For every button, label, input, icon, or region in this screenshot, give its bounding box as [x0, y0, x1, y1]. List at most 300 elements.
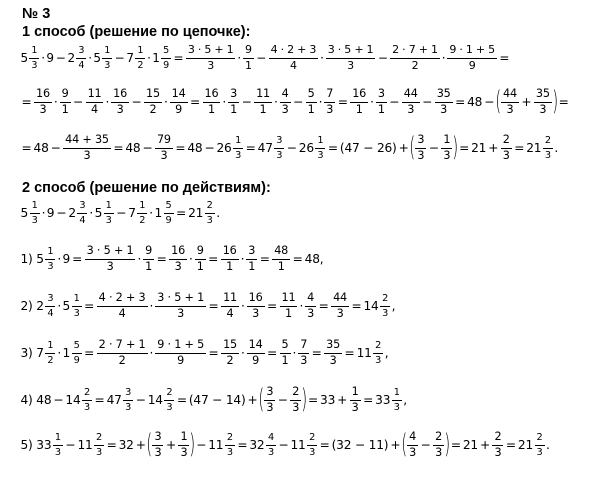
operator: +	[247, 393, 258, 407]
fraction	[97, 292, 148, 321]
operator: ·	[273, 95, 278, 109]
fraction	[225, 432, 235, 457]
operator: ·	[53, 95, 58, 109]
numerator: 3 · 5 + 1	[186, 44, 236, 59]
operator: ·	[41, 206, 46, 220]
parenthesis: )	[552, 85, 558, 117]
fraction	[280, 292, 298, 321]
parenthesis: (	[401, 428, 407, 460]
operator: ·	[149, 299, 154, 313]
step-2-line	[20, 284, 396, 328]
parenthesis: )	[189, 428, 196, 460]
fraction	[143, 245, 154, 274]
denominator: 3	[207, 58, 214, 72]
operator: −	[377, 51, 388, 65]
numerator: 5	[164, 200, 174, 213]
operator: =	[514, 141, 525, 155]
denominator: 9	[175, 102, 183, 116]
denominator: 1	[145, 259, 153, 273]
denominator: 3	[407, 102, 415, 116]
term: 1	[154, 206, 163, 220]
denominator: 3	[506, 102, 514, 116]
denominator: 3	[116, 102, 124, 116]
numerator: 2	[94, 432, 104, 445]
operator: −	[241, 95, 252, 109]
term: 7	[128, 206, 136, 220]
operator: =	[558, 95, 569, 109]
parenthesis: (	[146, 428, 153, 460]
operator: =	[292, 252, 303, 266]
parenthesis: )	[444, 428, 450, 460]
numerator: 3	[76, 45, 86, 58]
operator: +	[390, 438, 401, 452]
term: 14	[147, 393, 163, 407]
numerator: 2	[380, 293, 390, 306]
term: 14	[363, 299, 379, 313]
term: 2	[67, 51, 75, 65]
denominator: 3	[300, 353, 308, 367]
numerator: 1	[30, 200, 40, 213]
denominator: 3	[435, 445, 443, 459]
term: 5) 33	[20, 438, 52, 452]
fraction	[155, 134, 173, 163]
fraction	[407, 431, 418, 460]
fraction	[392, 387, 402, 412]
denominator: 3	[539, 102, 547, 116]
denominator: 9	[252, 353, 260, 367]
operator: −	[428, 141, 439, 155]
operator: =	[351, 299, 362, 313]
fraction	[221, 245, 239, 274]
fraction	[85, 245, 136, 274]
denominator: 3	[105, 214, 112, 226]
denominator: 3	[326, 102, 334, 116]
numerator: 5	[161, 45, 171, 58]
step-5-line	[20, 423, 550, 467]
fraction	[492, 431, 503, 460]
numerator: 4	[305, 292, 316, 307]
term: 11	[208, 438, 224, 452]
denominator: 3	[174, 259, 182, 273]
numerator: 9	[143, 245, 154, 260]
equation-line	[20, 36, 511, 80]
fraction	[501, 134, 512, 163]
fraction	[433, 431, 444, 460]
term: 32	[249, 438, 265, 452]
denominator: 3	[106, 259, 114, 273]
fraction	[205, 200, 215, 225]
term: 5	[62, 299, 71, 313]
denominator: 3	[154, 445, 162, 459]
fraction	[186, 44, 236, 72]
fraction	[390, 44, 440, 72]
operator: −	[389, 95, 400, 109]
denominator: 3	[83, 148, 91, 162]
denominator: 1	[248, 259, 256, 273]
operator: =	[84, 299, 95, 313]
denominator: 4	[91, 102, 98, 116]
fraction	[161, 45, 171, 70]
denominator: 3	[84, 401, 91, 413]
operator: ·	[57, 252, 62, 266]
operator: =	[84, 346, 95, 360]
operator: =	[173, 51, 184, 65]
term: ,	[384, 346, 389, 360]
numerator: 3	[415, 134, 426, 149]
fraction	[152, 431, 163, 460]
term: 48	[125, 141, 141, 155]
term: (47 − 14)	[188, 393, 246, 407]
fraction	[331, 292, 349, 321]
denominator: 4	[118, 306, 126, 320]
numerator: 1	[45, 246, 55, 259]
numerator: 1	[72, 293, 82, 306]
numerator: 2	[307, 432, 317, 445]
fraction	[326, 44, 376, 72]
denominator: 1	[355, 102, 363, 116]
fraction	[243, 44, 254, 72]
fraction	[195, 245, 206, 274]
numerator: 1	[233, 135, 243, 148]
term: 9	[46, 206, 55, 220]
fraction	[34, 88, 52, 117]
fraction	[155, 339, 206, 368]
fraction	[280, 339, 291, 368]
term: 2	[68, 206, 76, 220]
denominator: 3	[104, 59, 111, 71]
operator: ·	[240, 252, 245, 266]
fraction	[380, 293, 390, 318]
numerator: 44	[501, 88, 519, 103]
denominator: 3	[409, 445, 417, 459]
fraction	[228, 88, 239, 117]
denominator: 3	[292, 400, 300, 414]
denominator: 3	[267, 446, 274, 458]
denominator: 2	[47, 354, 54, 366]
operator: −	[73, 95, 84, 109]
numerator: 11	[86, 88, 104, 103]
operator: +	[488, 141, 499, 155]
term: 11	[290, 438, 306, 452]
term: 21	[471, 141, 487, 155]
term: 11	[356, 346, 372, 360]
fraction	[144, 88, 162, 117]
denominator: 3	[417, 148, 425, 162]
denominator: 3	[317, 149, 324, 161]
term: 48	[467, 95, 483, 109]
fraction	[170, 88, 188, 117]
numerator: 3	[77, 200, 87, 213]
term: 21	[462, 438, 478, 452]
fraction	[315, 135, 325, 160]
numerator: 11	[280, 292, 298, 307]
operator: ·	[137, 252, 142, 266]
denominator: 2	[137, 59, 144, 71]
parenthesis: )	[452, 131, 459, 163]
term: 47	[257, 141, 273, 155]
parenthesis: )	[301, 383, 308, 415]
operator: =	[176, 206, 187, 220]
denominator: 3	[375, 354, 382, 366]
fraction	[137, 200, 147, 225]
numerator: 2	[373, 340, 383, 353]
denominator: 1	[226, 259, 234, 273]
numerator: 2	[501, 134, 512, 149]
operator: −	[131, 95, 142, 109]
fraction	[164, 200, 174, 225]
operator: =	[21, 141, 32, 155]
denominator: 1	[61, 102, 69, 116]
term: 5	[93, 51, 101, 65]
fraction	[305, 292, 316, 321]
denominator: 3	[73, 307, 80, 319]
term: 14	[65, 393, 81, 407]
operator: ·	[149, 206, 153, 220]
fraction	[178, 431, 189, 460]
operator: ·	[57, 299, 62, 313]
term: 5	[94, 206, 103, 220]
denominator: 3	[235, 149, 242, 161]
operator: ·	[320, 51, 324, 65]
numerator: 48	[272, 245, 290, 260]
numerator: 2	[492, 431, 503, 446]
numerator: 1	[315, 135, 325, 148]
term: 2) 2	[20, 299, 44, 313]
denominator: 3	[347, 58, 354, 72]
denominator: 3	[180, 445, 188, 459]
denominator: 3	[96, 446, 103, 458]
numerator: 1	[135, 45, 145, 58]
term: 48,	[304, 252, 324, 266]
numerator: 2	[290, 386, 301, 401]
numerator: 15	[144, 88, 162, 103]
numerator: 35	[534, 88, 552, 103]
denominator: 2	[149, 102, 157, 116]
denominator: 3	[226, 446, 233, 458]
operator: ·	[149, 346, 154, 360]
denominator: 9	[165, 214, 172, 226]
denominator: 3	[177, 306, 185, 320]
fraction	[247, 292, 265, 321]
term: ,	[403, 393, 407, 407]
operator: =	[72, 252, 83, 266]
fraction	[45, 293, 55, 318]
step-1-line	[20, 237, 324, 281]
denominator: 3	[266, 400, 274, 414]
operator: ·	[292, 346, 297, 360]
operator: =	[267, 299, 278, 313]
numerator: 4	[407, 431, 418, 446]
fraction	[435, 88, 453, 117]
numerator: 3 · 5 + 1	[326, 44, 376, 59]
operator: =	[450, 438, 461, 452]
fraction	[535, 432, 545, 457]
fraction	[254, 88, 272, 117]
fraction	[60, 88, 71, 117]
fraction	[350, 88, 368, 117]
term: 1	[62, 346, 71, 360]
operator: =	[499, 51, 510, 65]
operator: =	[245, 141, 256, 155]
term: (32 − 11)	[331, 438, 389, 452]
denominator: 3	[351, 400, 359, 414]
equation-line	[20, 191, 220, 235]
fraction	[169, 245, 187, 274]
numerator: 1	[392, 387, 402, 400]
denominator: 3	[329, 353, 337, 367]
numerator: 2	[205, 200, 215, 213]
fraction	[76, 45, 86, 70]
numerator: 16	[169, 245, 187, 260]
fraction	[324, 339, 342, 368]
denominator: 1	[377, 102, 385, 116]
operator: =	[267, 346, 278, 360]
operator: −	[277, 393, 288, 407]
operator: −	[135, 393, 146, 407]
denominator: 4	[226, 306, 234, 320]
denominator: 3	[494, 445, 502, 459]
equation-line	[20, 126, 559, 170]
fraction	[534, 88, 552, 117]
fraction	[221, 292, 239, 321]
term: .	[546, 438, 550, 452]
numerator: 9	[195, 245, 206, 260]
denominator: 4	[78, 59, 85, 71]
operator: −	[422, 95, 433, 109]
numerator: 1	[102, 45, 112, 58]
operator: −	[65, 438, 76, 452]
numerator: 3 · 5 + 1	[155, 292, 206, 307]
term: 1	[152, 51, 160, 65]
operator: =	[21, 95, 32, 109]
term: 48	[187, 141, 203, 155]
term: 9	[62, 252, 71, 266]
operator: =	[318, 299, 329, 313]
denominator: 3	[206, 214, 213, 226]
numerator: 14	[247, 339, 265, 354]
operator: −	[484, 95, 495, 109]
denominator: 1	[259, 102, 267, 116]
equation-line	[20, 80, 570, 124]
parenthesis: (	[258, 383, 265, 415]
fraction	[543, 135, 553, 160]
numerator: 1	[104, 200, 114, 213]
denominator: 3	[47, 260, 54, 272]
term: 26	[216, 141, 232, 155]
term: 3) 7	[20, 346, 44, 360]
operator: +	[521, 95, 532, 109]
denominator: 3	[393, 401, 400, 413]
denominator: 3	[276, 149, 283, 161]
numerator: 2 · 7 + 1	[97, 339, 148, 354]
fraction	[373, 340, 383, 365]
numerator: 16	[221, 245, 239, 260]
operator: =	[113, 141, 124, 155]
parenthesis: (	[495, 85, 501, 117]
operator: −	[286, 141, 297, 155]
step-3-line	[20, 331, 389, 375]
numerator: 3	[274, 135, 284, 148]
numerator: 2	[82, 387, 92, 400]
fraction	[415, 134, 426, 163]
denominator: 3	[336, 306, 344, 320]
term: 9	[46, 51, 54, 65]
operator: =	[327, 141, 338, 155]
denominator: 2	[139, 214, 146, 226]
numerator: 14	[170, 88, 188, 103]
fraction	[123, 387, 133, 412]
term: 11	[77, 438, 93, 452]
denominator: 9	[73, 354, 80, 366]
fraction	[272, 245, 290, 274]
numerator: 7	[324, 88, 335, 103]
operator: −	[55, 51, 66, 65]
numerator: 11	[221, 292, 239, 307]
term: 7	[126, 51, 134, 65]
numerator: 4	[266, 432, 276, 445]
operator: ·	[237, 51, 241, 65]
operator: −	[293, 95, 304, 109]
numerator: 9 · 1 + 5	[155, 339, 206, 354]
denominator: 3	[443, 148, 451, 162]
term: (47 − 26)	[339, 141, 397, 155]
fraction	[447, 44, 497, 72]
numerator: 1	[441, 134, 452, 149]
fraction	[63, 134, 111, 163]
denominator: 3	[252, 306, 260, 320]
term: 21	[526, 141, 542, 155]
denominator: 3	[160, 148, 168, 162]
denominator: 3	[502, 148, 510, 162]
term: 5	[20, 206, 29, 220]
denominator: 1	[277, 259, 285, 273]
denominator: 3	[125, 401, 132, 413]
fraction	[77, 200, 87, 225]
fraction	[104, 200, 114, 225]
numerator: 15	[221, 339, 239, 354]
numerator: 9 · 1 + 5	[447, 44, 497, 59]
denominator: 4	[289, 58, 297, 72]
fraction	[376, 88, 387, 117]
operator: =	[208, 299, 219, 313]
operator: ·	[318, 95, 323, 109]
denominator: 3	[281, 102, 289, 116]
operator: =	[308, 393, 319, 407]
operator: =	[319, 438, 330, 452]
operator: =	[311, 346, 322, 360]
denominator: 1	[285, 306, 292, 320]
numerator: 3	[246, 245, 257, 260]
denominator: 3	[536, 446, 543, 458]
fraction	[221, 339, 239, 368]
term: ,	[391, 299, 396, 313]
operator: ·	[163, 95, 168, 109]
operator: ·	[41, 51, 45, 65]
fraction	[155, 292, 206, 321]
operator: −	[256, 51, 267, 65]
numerator: 2	[543, 135, 553, 148]
operator: ·	[105, 95, 110, 109]
denominator: 3	[544, 149, 551, 161]
parenthesis: (	[409, 131, 416, 163]
numerator: 5	[280, 339, 291, 354]
term: .	[216, 206, 220, 220]
term: 21	[188, 206, 204, 220]
fraction	[247, 339, 265, 368]
numerator: 1	[178, 431, 189, 446]
denominator: 9	[177, 353, 185, 367]
denominator: 3	[307, 306, 315, 320]
